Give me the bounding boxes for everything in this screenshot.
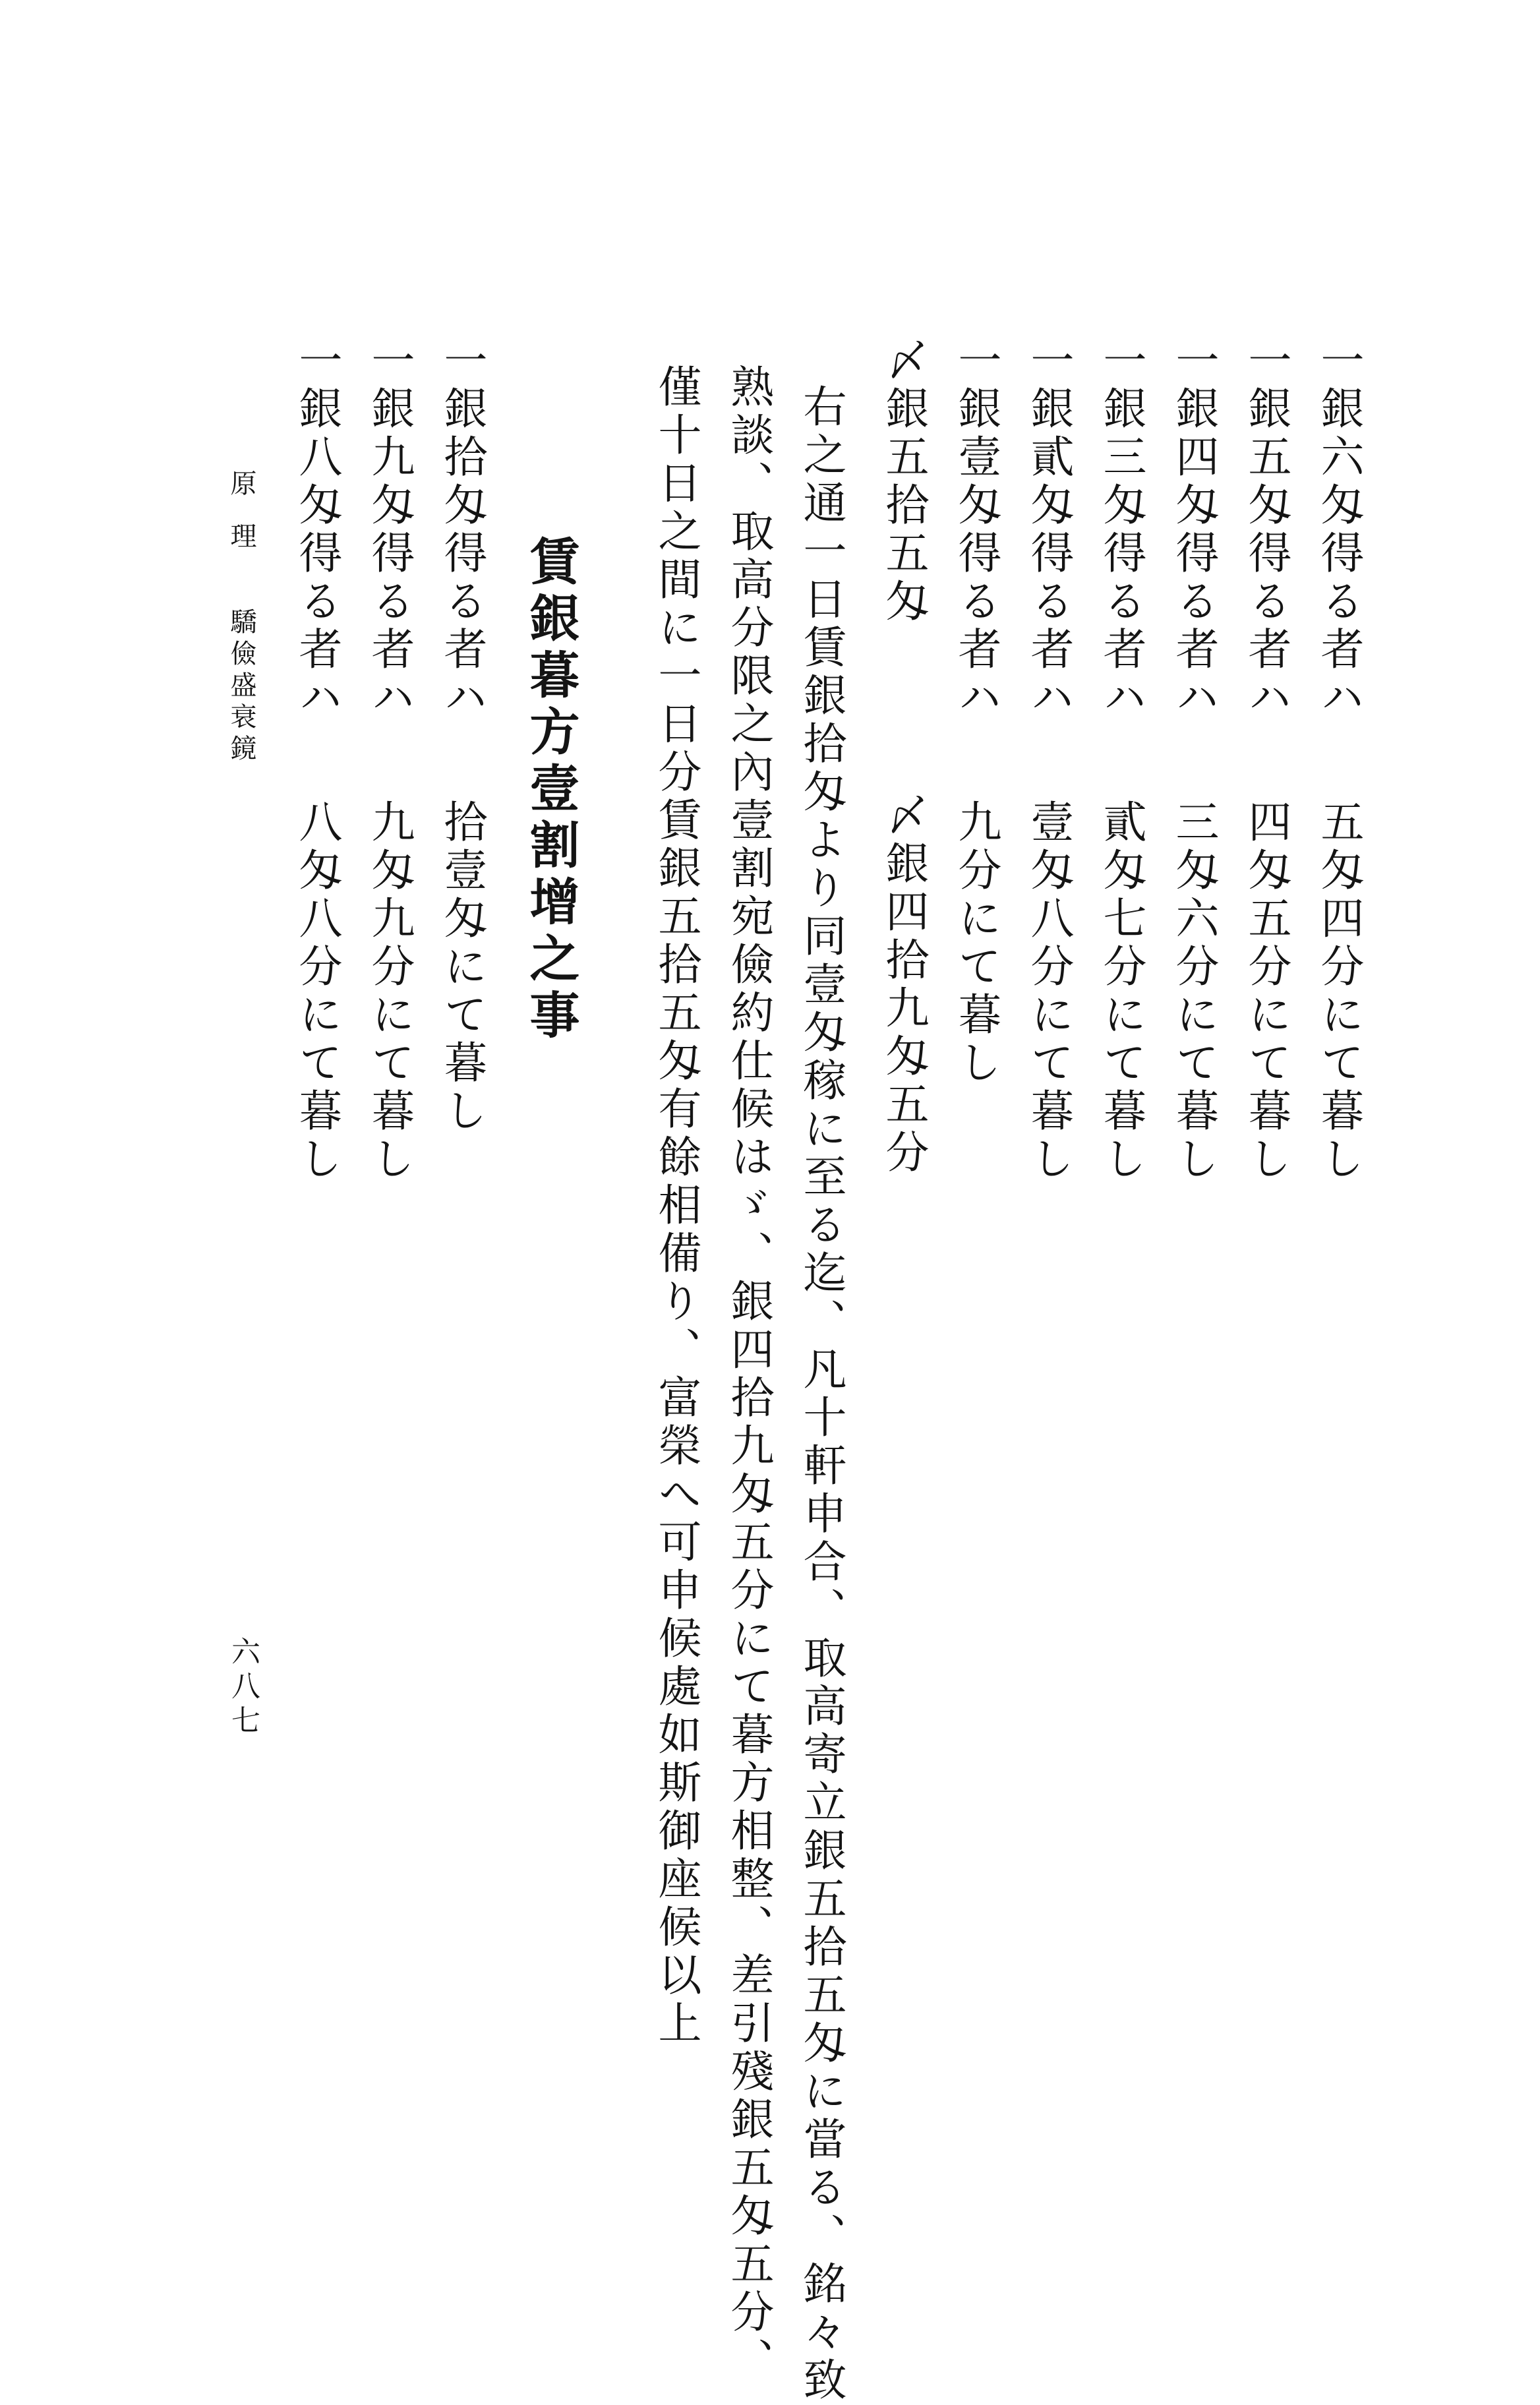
table2-row2-value: 九匁九分にて暮し bbox=[364, 799, 415, 1184]
table1-row6-label: 一銀壹匁得る者ハ bbox=[951, 338, 1001, 723]
table2-row1-value: 拾壹匁にて暮し bbox=[436, 799, 487, 1136]
paragraph-line-1: 右之通一日賃銀拾匁より同壹匁稼に至る迄、凡十軒申合、取高寄立銀五拾五匁に當る、銘々致 bbox=[796, 384, 846, 2405]
running-head-title: 驕儉盛衰鏡 bbox=[226, 608, 256, 766]
table1-row1-value: 五匁四分にて暮し bbox=[1313, 799, 1364, 1184]
table1-row4-value: 貳匁七分にて暮し bbox=[1096, 799, 1146, 1184]
table1-row2-value: 四匁五分にて暮し bbox=[1241, 799, 1291, 1184]
table1-row4-label: 一銀三匁得る者ハ bbox=[1096, 338, 1146, 723]
table1-row1-label: 一銀六匁得る者ハ bbox=[1313, 338, 1364, 723]
running-head-left: 原理 bbox=[226, 469, 256, 575]
table2-row3-value: 八匁八分にて暮し bbox=[291, 799, 342, 1184]
paragraph-line-3: 僅十日之間に一日分賃銀五拾五匁有餘相備り、富榮へ可申候處如斯御座候以上 bbox=[651, 364, 701, 2048]
table1-row6-value: 九分にて暮し bbox=[951, 799, 1001, 1088]
table1-row3-value: 三匁六分にて暮し bbox=[1168, 799, 1219, 1184]
table1-row5-label: 一銀貳匁得る者ハ bbox=[1023, 338, 1074, 723]
table1-row2-label: 一銀五匁得る者ハ bbox=[1241, 338, 1291, 723]
total-value: 〆銀四拾九匁五分 bbox=[878, 792, 929, 1177]
section-heading: 賃銀暮方壹割增之事 bbox=[521, 535, 580, 1046]
paragraph-line-2: 熟談、取高分限之內壹割宛儉約仕候はゞ、銀四拾九匁五分にて暮方相整、差引殘銀五匁五分、 bbox=[723, 364, 774, 2385]
total-label: 〆銀五拾五匁 bbox=[878, 338, 929, 626]
page-number: 六八七 bbox=[226, 1636, 260, 1739]
table2-row1-label: 一銀拾匁得る者ハ bbox=[436, 338, 487, 723]
table1-row5-value: 壹匁八分にて暮し bbox=[1023, 799, 1074, 1184]
table1-row3-label: 一銀四匁得る者ハ bbox=[1168, 338, 1219, 723]
table2-row2-label: 一銀九匁得る者ハ bbox=[364, 338, 415, 723]
table2-row3-label: 一銀八匁得る者ハ bbox=[291, 338, 342, 723]
